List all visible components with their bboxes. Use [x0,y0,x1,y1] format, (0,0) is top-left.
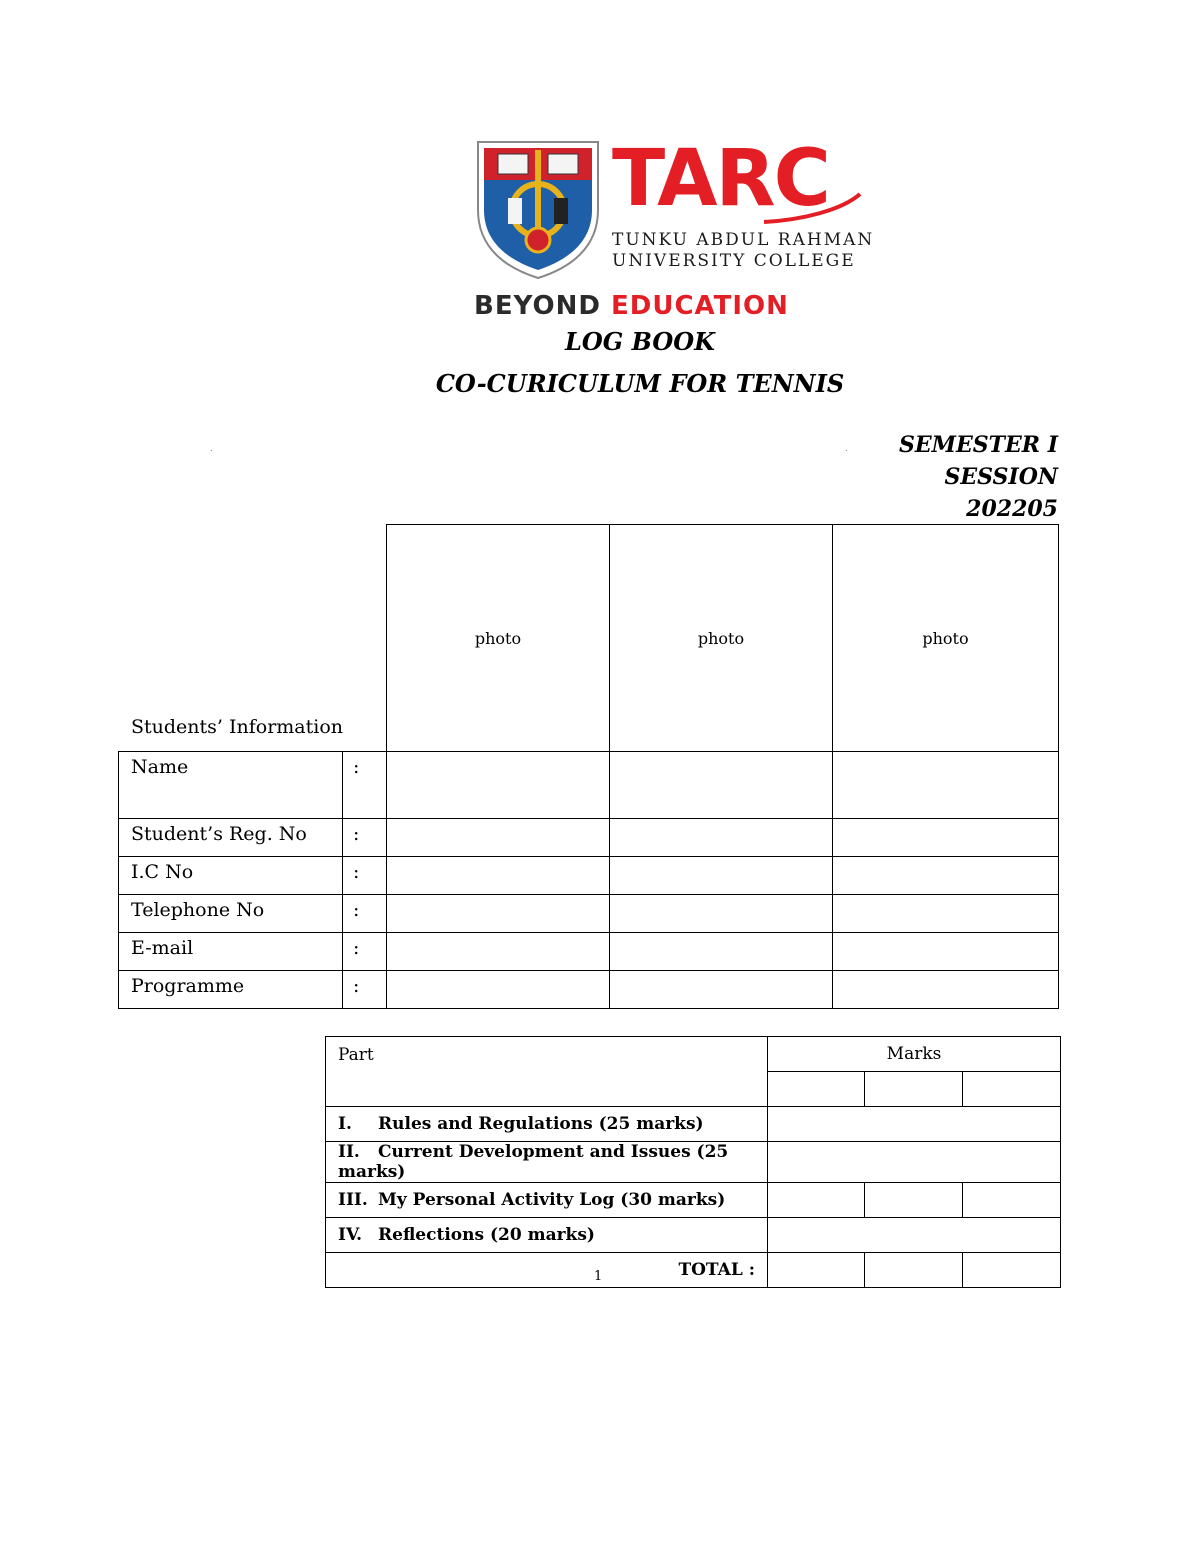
photo-box: photo [833,525,1059,752]
table-row [326,1107,1061,1142]
tarc-crest-logo [474,140,602,280]
field-colon: : [343,857,387,895]
tarc-wordmark: TARC [612,134,829,224]
field-colon: : [343,971,387,1009]
marks-cell[interactable] [963,1253,1061,1288]
marks-cell[interactable] [865,1253,963,1288]
marks-cell[interactable] [768,1142,1061,1183]
document-subtitle: CO-CURICULUM FOR TENNIS [435,369,845,398]
field-value-cell[interactable] [610,895,833,933]
marks-cell[interactable] [768,1183,865,1218]
table-row [119,819,1059,857]
marks-cell[interactable] [768,1253,865,1288]
marks-table [325,1036,1061,1288]
table-row [119,752,1059,819]
marks-cell[interactable] [865,1183,963,1218]
field-value-cell[interactable] [387,819,610,857]
marks-cell[interactable] [768,1072,865,1107]
marks-cell[interactable] [963,1183,1061,1218]
part-text: Reflections (20 marks) [378,1225,595,1245]
document-title: LOG BOOK [564,327,716,356]
total-label: TOTAL : [678,1260,755,1280]
part-text: My Personal Activity Log (30 marks) [378,1190,726,1210]
field-value-cell[interactable] [833,752,1059,819]
field-value-cell[interactable] [387,752,610,819]
field-value-cell[interactable] [833,933,1059,971]
photo-box: photo [387,525,610,752]
field-value-cell[interactable] [610,933,833,971]
part-row-label [326,1142,768,1183]
photo-box: photo [610,525,833,752]
field-value-cell[interactable] [833,819,1059,857]
table-row [119,895,1059,933]
table-row [119,933,1059,971]
stray-dot: . [210,444,213,453]
tagline-beyond: BEYOND [474,291,601,321]
stray-dot: . [845,444,848,453]
part-row-label [326,1218,768,1253]
field-value-cell[interactable] [610,857,833,895]
part-roman: IV. [338,1225,363,1245]
marks-cell[interactable] [865,1072,963,1107]
part-text: Rules and Regulations (25 marks) [378,1114,704,1134]
part-row-label [326,1183,768,1218]
session-label: SESSION [944,464,1058,490]
page-number: 1 [594,1269,603,1284]
field-label: E-mail [119,933,343,971]
student-info-table [118,524,1059,1009]
part-row-label [326,1107,768,1142]
field-colon: : [343,752,387,819]
tagline [474,291,864,321]
students-information-heading: Students’ Information [131,716,344,738]
university-name-line2: UNIVERSITY COLLEGE [612,251,856,271]
session-year: 202205 [966,496,1058,522]
field-value-cell[interactable] [387,895,610,933]
table-row [119,971,1059,1009]
field-value-cell[interactable] [610,819,833,857]
part-header: Part [326,1037,768,1107]
field-value-cell[interactable] [610,752,833,819]
table-row [326,1253,1061,1288]
field-label: Programme [119,971,343,1009]
field-value-cell[interactable] [610,971,833,1009]
table-row [326,1142,1061,1183]
part-roman: III. [338,1190,368,1210]
tarc-brand [612,134,875,271]
field-value-cell[interactable] [387,971,610,1009]
field-value-cell[interactable] [387,933,610,971]
table-row [326,1218,1061,1253]
field-value-cell[interactable] [387,857,610,895]
field-label: Telephone No [119,895,343,933]
part-text: Current Development and Issues (25 marks) [338,1142,729,1182]
marks-cell[interactable] [768,1107,1061,1142]
part-roman: I. [338,1114,352,1134]
total-label-cell [326,1253,768,1288]
table-row [326,1183,1061,1218]
field-value-cell[interactable] [833,895,1059,933]
field-value-cell[interactable] [833,857,1059,895]
semester-label: SEMESTER I [898,432,1058,458]
brand-swoosh-icon [762,192,862,226]
table-row [119,857,1059,895]
part-roman: II. [338,1142,360,1162]
tagline-education: EDUCATION [611,291,789,321]
field-colon: : [343,819,387,857]
field-colon: : [343,933,387,971]
field-label: I.C No [119,857,343,895]
university-name-line1: TUNKU ABDUL RAHMAN [612,230,875,250]
field-value-cell[interactable] [833,971,1059,1009]
field-label: Student’s Reg. No [119,819,343,857]
marks-cell[interactable] [963,1072,1061,1107]
marks-header: Marks [768,1037,1061,1072]
field-colon: : [343,895,387,933]
marks-cell[interactable] [768,1218,1061,1253]
field-label: Name [119,752,343,819]
